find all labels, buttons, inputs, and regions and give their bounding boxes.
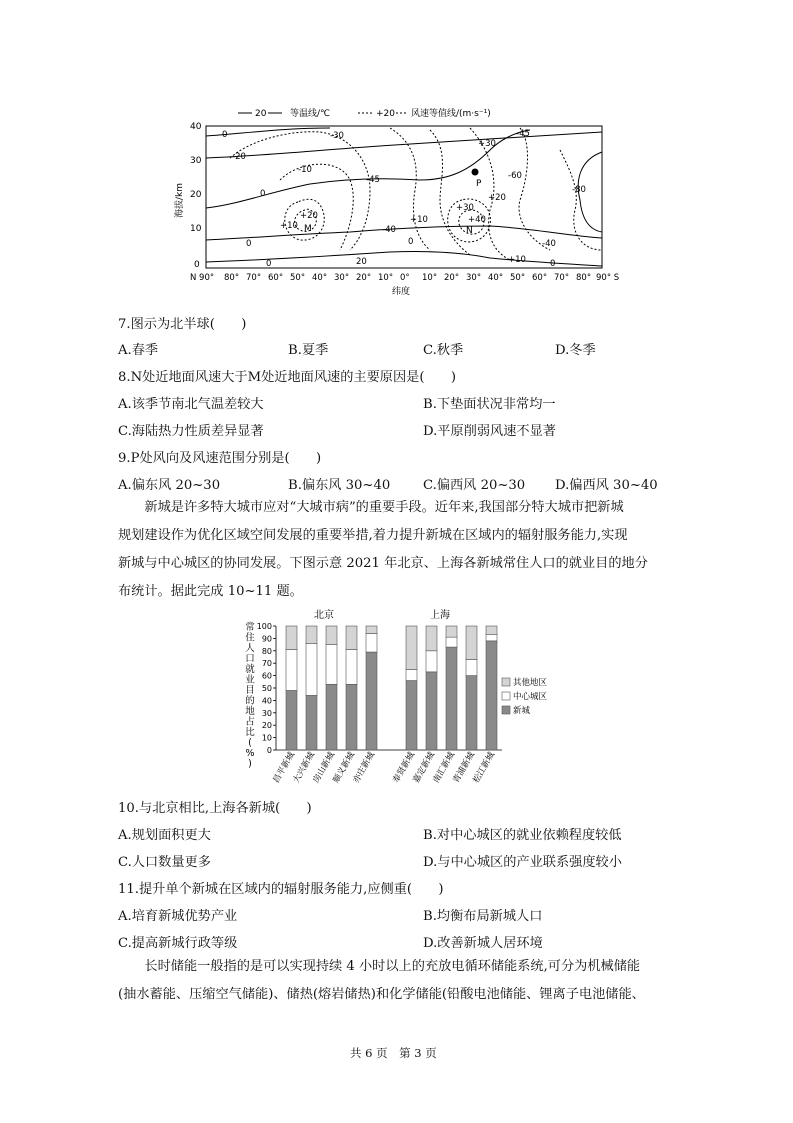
legend-temp-sample: 20 [255,109,267,119]
figure-legend [238,107,491,119]
passage-line: (抽水蓄能、压缩空气储能)、储热(熔岩储热)和化学储能(铅酸电池储能、锂离子电池储能、 [118,987,645,1002]
category-labels [271,750,498,785]
legend-swatch [502,678,510,686]
x-axis-label: 纬度 [392,287,411,297]
question-7: 7.图示为北半球( ) [118,317,247,332]
y-tick: 0 [194,260,200,270]
bar-segment [406,681,417,750]
x-tick: 20° [444,273,460,283]
option-8d: D.平原削弱风速不显著 [423,424,556,439]
y-label-char: 业 [245,674,255,686]
bar-segment [366,633,377,652]
bar-segment [426,626,437,651]
contour-label: -80 [572,185,586,195]
contour-label: 0 [222,130,228,140]
bar-segment [466,676,477,750]
y-tick: 10 [190,224,202,234]
bar-segment [486,641,497,750]
x-tick: 30° [466,273,482,283]
x-tick: 60° [268,273,284,283]
option-9d: D.偏西风 30~40 [555,478,658,493]
legend-label: 其他地区 [513,678,548,688]
contour-labels [222,129,586,269]
bar-segment [486,626,497,635]
passage-line: 长时储能一般指的是可以实现持续 4 小时以上的充放电循环储能系统,可分为机械储能 [144,959,641,974]
y-tick-label: 10 [261,733,272,743]
contour-label: +30 [456,203,474,213]
y-axis-label: 海拔/km [175,182,185,218]
y-tick-label: 20 [261,721,272,731]
bar-segment [286,626,297,650]
category-label: 昌平新城 [271,750,298,785]
y-label-char: 常 [245,622,255,633]
point-p-label: P [476,179,482,189]
option-10b: B.对中心城区的就业依赖程度较低 [423,828,622,843]
bar-segment [306,643,317,695]
contour-label: 20 [356,257,367,267]
point-p-dot [472,169,479,176]
passage-new-towns [118,494,678,606]
contour-figure [170,100,630,300]
contour-label: 0 [550,259,556,269]
contour-label: -40 [542,239,556,249]
x-tick: 80° [576,273,592,283]
x-tick: 60° [532,273,548,283]
category-label: 嘉定新城 [411,750,438,785]
option-11d: D.改善新城人居环境 [423,936,543,951]
group-title-beijing: 北京 [314,610,334,621]
bar-segment [326,645,337,685]
contour-label: +10 [280,221,298,231]
contour-label: +10 [410,215,428,225]
chart-legend [502,677,548,716]
option-9c: C.偏西风 20~30 [423,478,526,493]
option-7a: A.春季 [118,343,159,358]
contour-label: -20 [232,152,246,162]
question-8: 8.N处近地面风速大于M处近地面风速的主要原因是( ) [118,370,457,385]
x-tick: 10° [378,273,394,283]
y-label-char: 地 [245,706,255,717]
y-axis-label [245,621,255,770]
x-tick: 50° [290,273,306,283]
bar-segment [426,651,437,672]
y-label-char: 口 [245,653,255,665]
y-label-char: 比 [245,727,255,738]
bars [286,626,497,750]
y-tick-label: 40 [261,696,272,706]
option-10d: D.与中心城区的产业联系强度较小 [423,855,622,870]
question-11: 11.提升单个新城在区域内的辐射服务能力,应侧重( ) [118,882,444,897]
point-n-label: N [466,226,473,236]
y-tick-label: 100 [256,622,272,631]
contour-label: -60 [508,171,522,181]
y-label-char: 目 [245,685,255,696]
bar-segment [326,626,337,645]
y-label-char: % [245,748,255,759]
y-label-char: 的 [245,695,255,707]
y-tick-label: 60 [261,671,272,681]
category-label: 亦庄新城 [351,750,378,785]
bar-segment [286,650,297,691]
x-tick: 20° [356,273,372,283]
group-title-shanghai: 上海 [430,610,450,621]
category-label: 松江新城 [471,750,498,785]
contour-label: 0 [260,189,266,199]
passage-line: 新城与中心城区的协同发展。下图示意 2021 年北京、上海各新城常住人口的就业目的地分 [118,556,648,571]
contour-label: +20 [488,193,506,203]
x-tick: N 90° [190,273,215,283]
x-tick: 90° S [596,273,620,283]
bar-segment [326,684,337,750]
contour-label: +20 [300,211,318,221]
passage-energy-storage [118,953,688,1009]
x-tick: 50° [510,273,526,283]
contour-label: -30 [330,131,344,141]
passage-line: 规划建设作为优化区域空间发展的重要举措,着力提升新城在区域内的辐射服务能力,实现 [118,528,628,543]
contour-label: 0 [408,237,414,247]
legend-label: 中心城区 [513,692,548,702]
bar-segment [486,635,497,641]
x-tick: 30° [334,273,350,283]
point-m-label: M [304,224,312,234]
y-tick-label: 50 [261,684,272,693]
y-axis [173,122,202,270]
option-11b: B.均衡布局新城人口 [423,909,543,924]
y-label-char: 住 [245,632,255,644]
category-label: 奉贤新城 [391,750,418,785]
bar-segment [306,626,317,643]
passage-line: 布统计。据此完成 10~11 题。 [118,584,303,599]
y-tick: 40 [190,122,202,132]
bar-segment [406,626,417,669]
y-label-char: 就 [245,664,255,675]
option-10c: C.人口数量更多 [118,855,211,870]
question-10: 10.与北京相比,上海各新城( ) [118,801,312,816]
bar-segment [366,652,377,750]
category-label: 房山新城 [311,750,338,785]
contour-label: +40 [468,215,486,225]
bar-segment [286,690,297,750]
option-9a: A.偏东风 20~30 [118,478,221,493]
bar-segment [426,672,437,750]
option-11a: A.培育新城优势产业 [118,909,238,924]
y-label-char: 占 [245,716,255,728]
x-tick: 70° [246,273,262,283]
y-label-char: 人 [245,643,255,654]
y-tick-label: 90 [261,634,272,644]
x-tick: 80° [224,273,240,283]
bar-segment [446,647,457,750]
y-tick-label: 0 [266,746,272,755]
x-tick: 40° [488,273,504,283]
contour-label: -10 [298,165,312,175]
bar-segment [406,669,417,680]
contour-label: -45 [366,175,380,185]
bar-segment [446,637,457,647]
x-tick: 10° [422,273,438,283]
option-10a: A.规划面积更大 [118,828,211,843]
page-footer: 共 6 页 第 3 页 [350,1046,437,1060]
option-8a: A.该季节南北气温差较大 [118,397,264,412]
bar-segment [346,684,357,750]
bar-segment [366,626,377,633]
x-tick: 70° [554,273,570,283]
legend-wind-sample: +20 [376,109,395,119]
y-label-char: ) [248,758,252,770]
y-tick-label: 80 [261,646,272,656]
contour-label: -45 [516,129,530,139]
contour-label: +30 [478,139,496,149]
question-9: 9.P处风向及风速范围分别是( ) [118,451,322,466]
legend-wind-label: 风速等值线/(m·s⁻¹) [411,109,491,119]
bar-segment [346,626,357,650]
y-tick: 20 [190,190,202,200]
option-8c: C.海陆热力性质差异显著 [118,424,264,439]
legend-temp-label: 等温线/℃ [290,109,331,119]
option-9b: B.偏东风 30~40 [288,478,391,493]
option-7d: D.冬季 [555,343,596,358]
category-label: 青浦新城 [451,750,478,785]
category-label: 南汇新城 [431,750,458,785]
bar-segment [446,626,457,637]
x-tick: 0° [400,273,410,283]
y-tick: 30 [190,156,202,166]
contour-label: +10 [508,255,526,265]
option-7b: B.夏季 [288,343,329,358]
bar-segment [466,626,477,659]
bar-segment [346,650,357,685]
passage-line: 新城是许多特大城市应对“大城市病”的重要手段。近年来,我国部分特大城市把新城 [144,500,624,515]
option-8b: B.下垫面状况非常均一 [423,397,556,412]
category-label: 顺义新城 [331,750,358,785]
legend-label: 新城 [513,706,531,716]
x-tick: 40° [312,273,328,283]
contour-label: 0 [246,239,252,249]
y-tick-label: 70 [261,659,272,669]
bar-segment [306,695,317,750]
y-label-char: ( [248,737,252,749]
contour-label: 0 [266,259,272,269]
employment-bar-chart [240,600,560,800]
option-11c: C.提高新城行政等级 [118,936,238,951]
x-axis [190,273,619,297]
contour-label: -40 [382,225,396,235]
y-tick-label: 30 [261,708,272,718]
category-label: 大兴新城 [291,750,318,785]
option-7c: C.秋季 [423,343,464,358]
legend-swatch [502,706,510,714]
legend-swatch [502,692,510,700]
bar-segment [466,659,477,675]
